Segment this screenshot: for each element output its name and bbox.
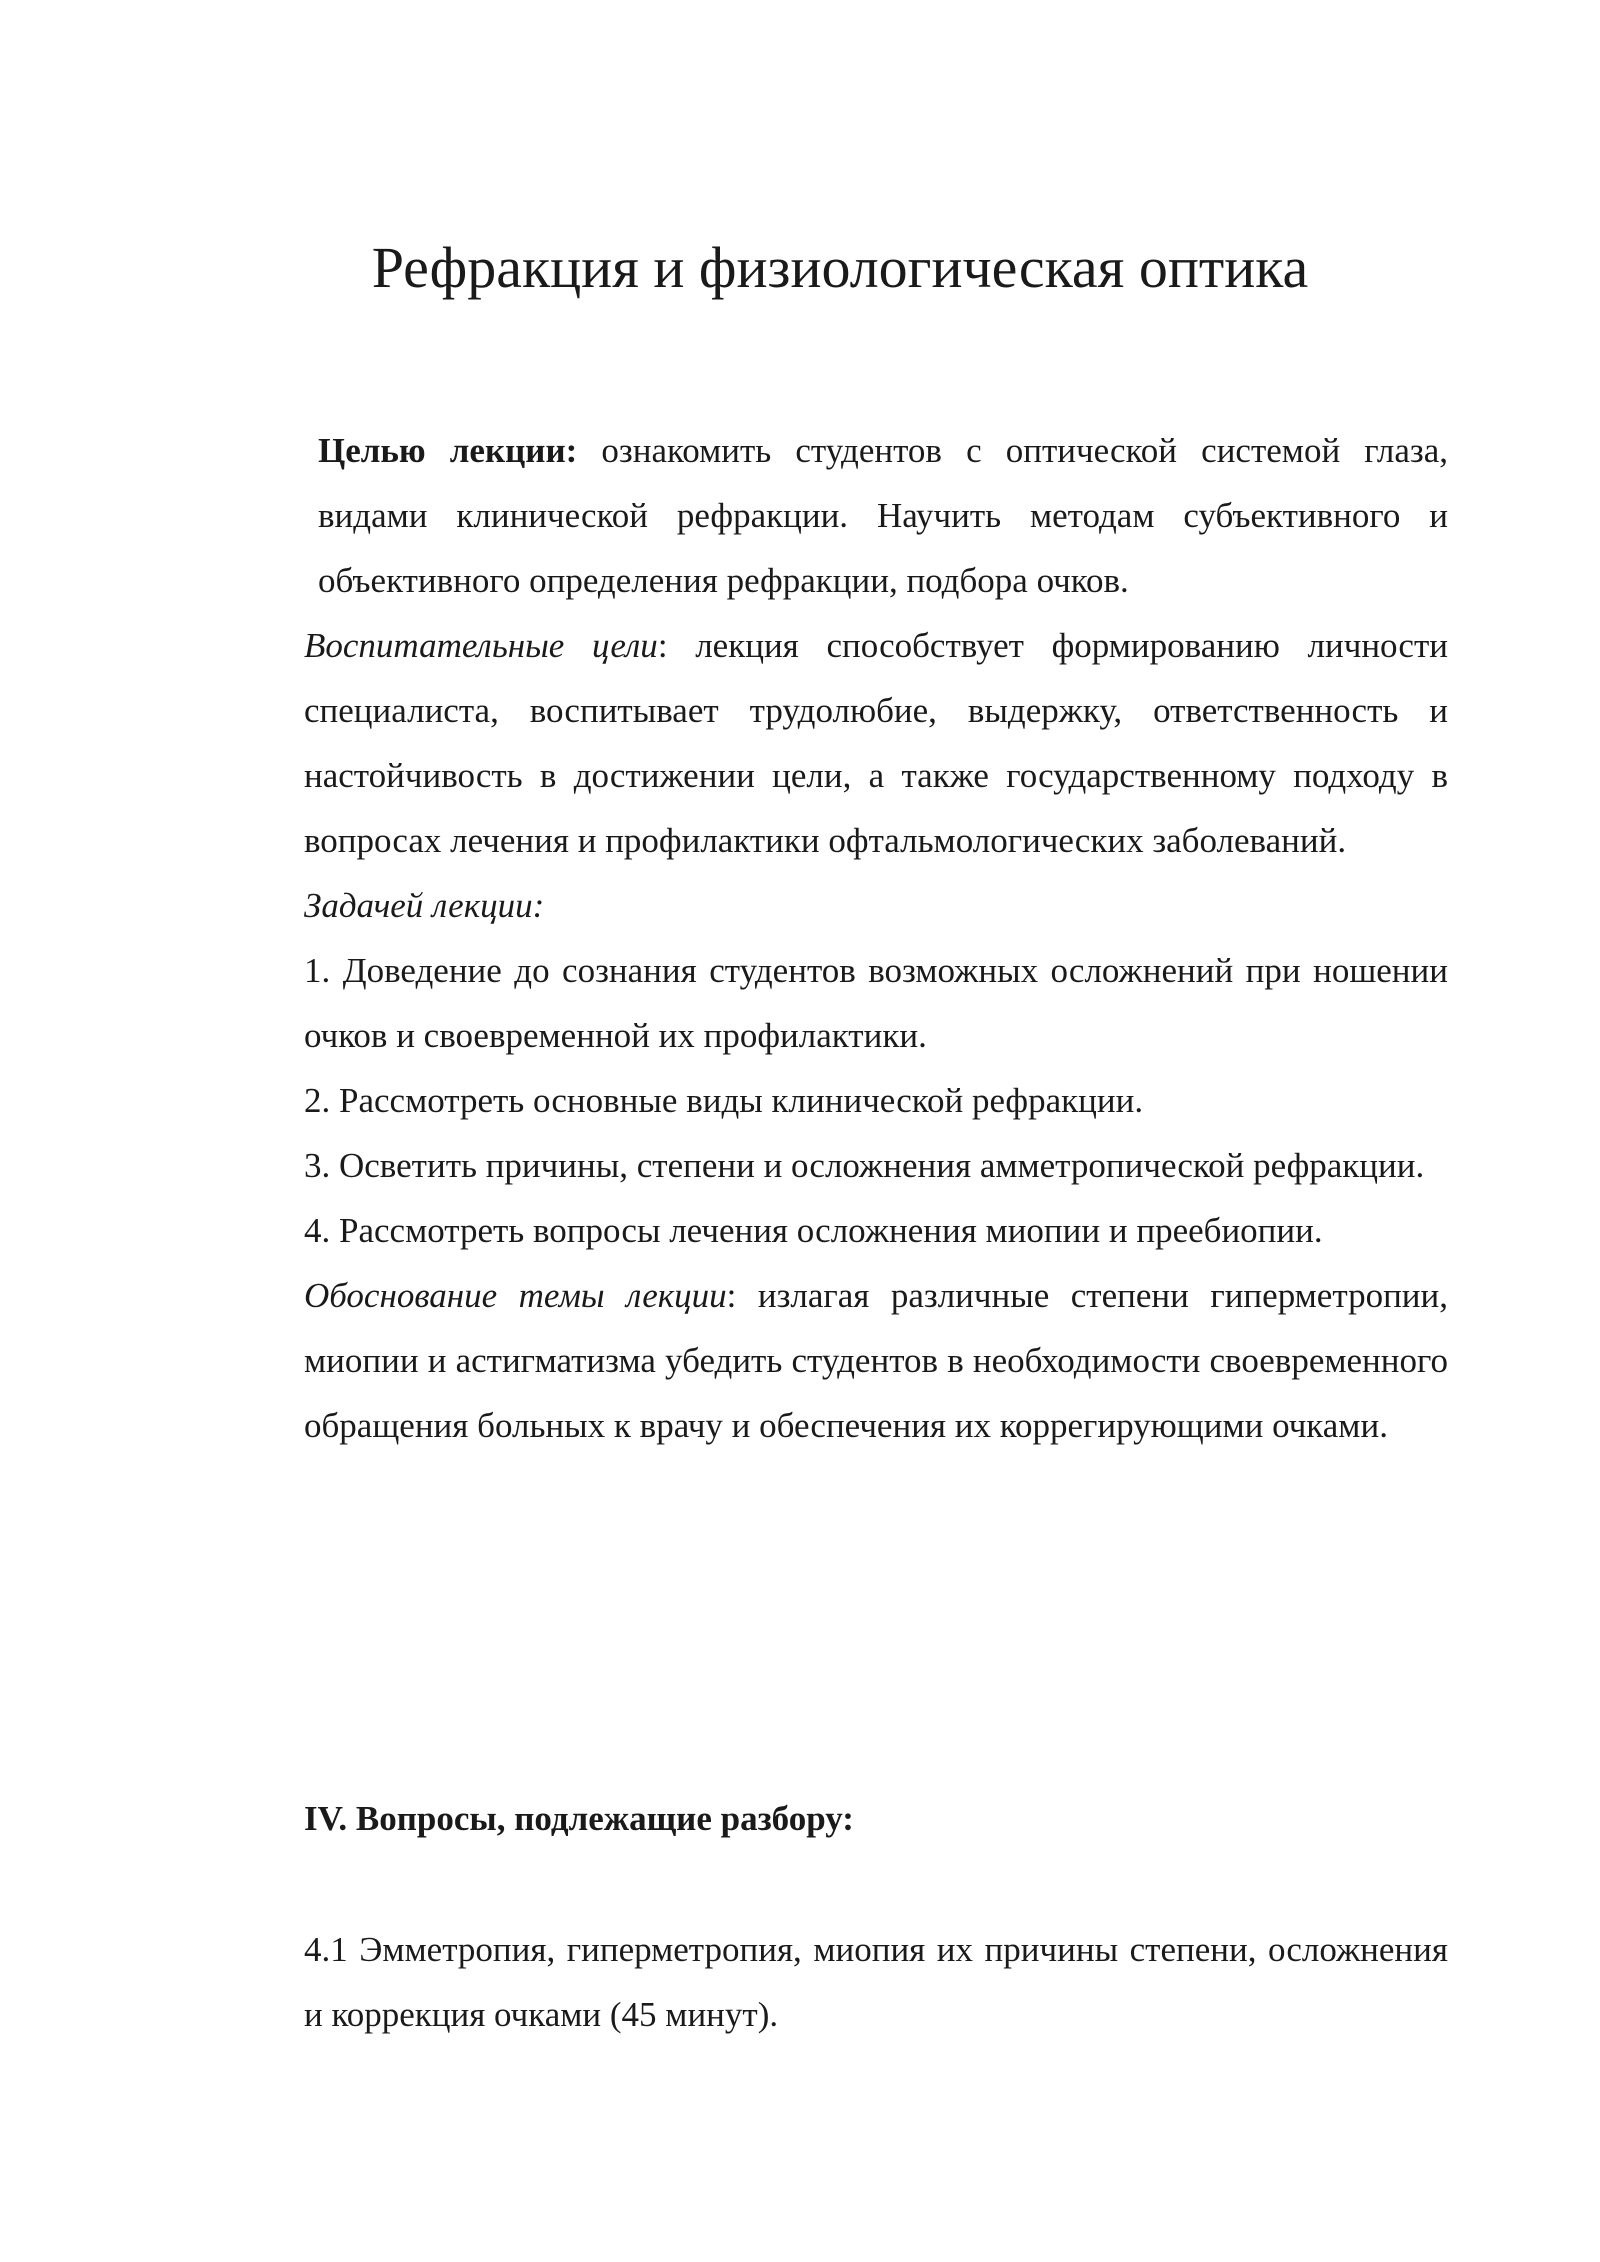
task-item-1: 1. Доведение до сознания студентов возможных осложнений при ношении очков и своевременной их профилактики. [304,951,1448,1055]
rationale-text: : излагая различные степени гиперметропии, миопии и астигматизма убедить студентов в необходимости своевременного обращения больных к врачу и обеспечения их коррегирующими очками. [304,1276,1449,1445]
section-iv-heading: IV. Вопросы, подлежащие разбору: [304,1799,854,1838]
section-iv-item: 4.1 Эмметропия, гиперметропия, миопия их причины степени, осложнения и коррекция очками (45 минут). [304,1930,1448,2034]
task-item-4: 4. Рассмотреть вопросы лечения осложнения миопии и преебиопии. [304,1211,1323,1250]
goal-text: ознакомить студентов с оптической системой глаза, видами клинической рефракции. Научить методам субъективного и объективного определения рефракции, подбора очков. [318,431,1448,600]
goal-label: Целью лекции: [318,431,578,470]
goal-paragraph [304,418,1448,613]
tasks-label: Задачей лекции: [304,886,545,925]
rationale-paragraph [304,1263,1448,1458]
task-item-3: 3. Осветить причины, степени и осложнения амметропической рефракции. [304,1146,1425,1185]
lecture-intro [304,418,1448,1458]
task-item-2: 2. Рассмотреть основные виды клинической рефракции. [304,1081,1144,1120]
educational-goals-text: : лекция способствует формированию личности специалиста, воспитывает трудолюбие, выдержку, ответственность и настойчивость в достижении цели, а также государственному подходу в вопросах лечения и профилактики офтальмологических заболеваний. [304,626,1448,860]
educational-goals-paragraph [304,613,1448,873]
educational-goals-label: Воспитательные цели [304,626,658,665]
rationale-label: Обоснование темы лекции [304,1276,727,1315]
document-title: Рефракция и физиологическая оптика [371,235,1309,300]
